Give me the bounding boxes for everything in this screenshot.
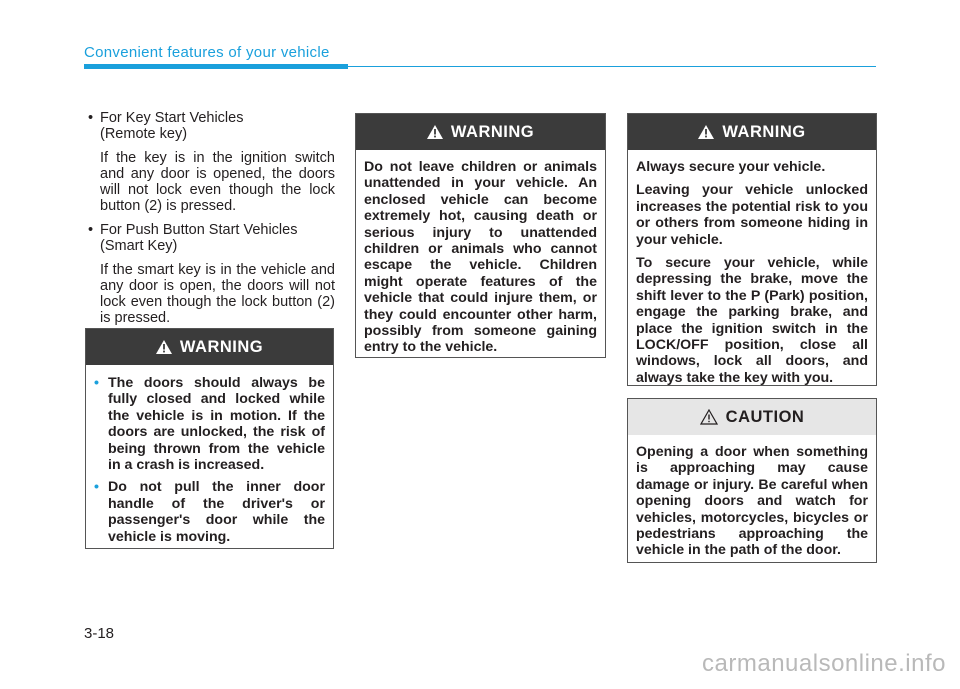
list-item: [84, 222, 335, 326]
warning-triangle-icon: [427, 125, 443, 139]
warning-body: [86, 365, 333, 561]
title-rule: [84, 64, 348, 69]
section-title: Convenient features of your vehicle: [84, 44, 330, 61]
item-heading: For Push Button Start Vehicles: [100, 222, 298, 238]
warning-item: [94, 375, 325, 473]
warning-body: [628, 150, 876, 396]
item-subheading: (Remote key): [100, 126, 188, 142]
title-rule-thin: [348, 66, 876, 67]
warning-list: [94, 375, 325, 545]
item-heading: For Key Start Vehicles: [100, 110, 244, 126]
page-number: 3-18: [84, 625, 115, 642]
warning-paragraph: To secure your vehicle, while depressing the brake, move the shift lever to the P (Park) position, engage the parking brake, and place the ignition switch in the LOCK/OFF position, close all windows, lock all doors, and always take the key with you.: [636, 255, 868, 386]
warning-triangle-icon: [698, 125, 714, 139]
item-body: If the key is in the ignition switch and any door is opened, the doors will not lock even though the lock button (2) is pressed.: [100, 150, 335, 214]
warning-triangle-icon: [156, 340, 172, 354]
item-body: If the smart key is in the vehicle and any door is open, the doors will not lock even though the lock button (2) is pressed.: [100, 262, 335, 326]
caution-title: CAUTION: [725, 407, 805, 426]
bullet-dot: •: [94, 479, 99, 496]
warning-header: [356, 114, 605, 150]
watermark: carmanualsonline.info: [702, 650, 946, 677]
item-subheading: (Smart Key): [100, 238, 178, 254]
warning-item-text: The doors should always be fully closed and locked while the vehicle is in motion. If the doors are unlocked, the risk of being thrown from the vehicle in a crash is increased.: [108, 375, 325, 474]
warning-title: WARNING: [450, 122, 535, 141]
warning-box-children: [355, 113, 606, 358]
warning-title: WARNING: [179, 337, 264, 356]
warning-header: [86, 329, 333, 365]
caution-box-doors: [627, 398, 877, 563]
warning-box-doors: [85, 328, 334, 549]
warning-paragraph: Always secure your vehicle.: [636, 159, 826, 175]
warning-title: WARNING: [722, 122, 806, 141]
warning-item-text: Do not pull the inner door handle of the driver's or passenger's door while the vehicle is moving.: [108, 479, 325, 545]
warning-body: [356, 150, 605, 366]
caution-header: [628, 399, 876, 435]
bullet-dot: •: [94, 375, 99, 391]
bullet-dot: •: [88, 222, 94, 238]
caution-body: [628, 435, 876, 569]
warning-item: [94, 479, 325, 545]
caution-triangle-icon: [700, 409, 718, 425]
warning-header: [628, 114, 876, 150]
bullet-dot: •: [88, 110, 94, 126]
warning-paragraph: Leaving your vehicle unlocked increases the potential risk to you or others from someone hiding in your vehicle.: [636, 182, 868, 248]
left-column: [84, 110, 335, 332]
caution-text: Opening a door when something is approaching may cause damage or injury. Be careful when opening doors and watch for vehicles, motorcycles, bicycles or pedestrians approaching the vehicle in the path of the door.: [636, 444, 868, 559]
warning-text: Do not leave children or animals unattended in your vehicle. An enclosed vehicle can become extremely hot, causing death or serious injury to unattended children or animals who cannot escape the vehicle. Children might operate features of the vehicle that could injure them, or they could encounter other harm, possibly from someone gaining entry to the vehicle.: [364, 159, 597, 356]
list-item: [84, 110, 335, 214]
warning-box-secure: [627, 113, 877, 386]
